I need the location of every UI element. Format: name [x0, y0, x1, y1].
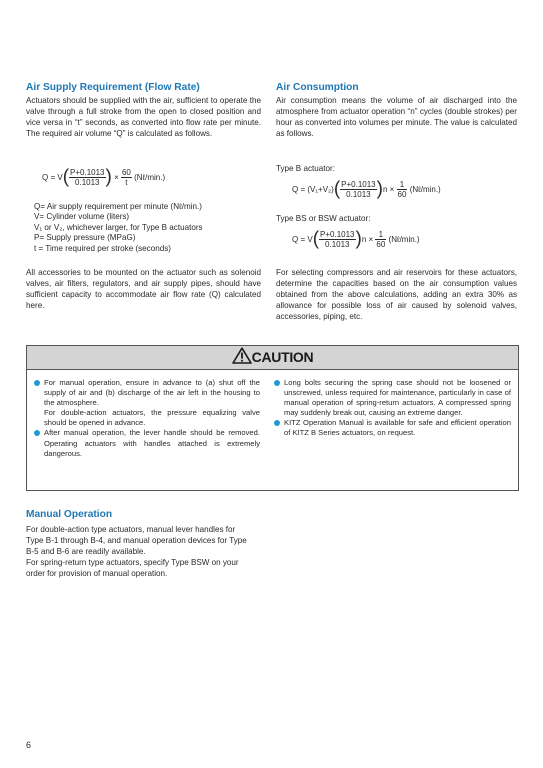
definition-t: t = Time required per stroke (seconds) [34, 243, 171, 253]
type-bs-formula: Q = V( $\frac{P+0.1013}{0.1013}$ )n × $\frac{1}{60}$ (Nℓ/min.) [292, 228, 420, 250]
formula-b-numerator: P+0.1013 [341, 180, 376, 189]
definitions-list [34, 202, 203, 254]
manual-operation-para-2: For spring-return type actuators, specify Type BSW on your order for provision of manual operation. [26, 557, 239, 578]
formula-b-lhs: Q = (V₁+V₂) [292, 185, 334, 194]
air-supply-intro: Actuators should be supplied with the air, sufficient to operate the valve through a full stroke from the open to closed position and vice versa in “t” seconds, as converted into flow rate per minute. The required air volume “Q” is calculated as follows. [26, 96, 261, 138]
formula-b-n: n × [382, 185, 395, 194]
caution-box [26, 345, 519, 491]
bullet-icon [34, 430, 40, 436]
caution-item-operation-manual: KITZ Operation Manual is available for safe and efficient operation of KITZ B Series actuators, on request. [274, 418, 511, 438]
caution-item-long-bolts: Long bolts securing the spring case should not be loosened or unscrewed, unless required for maintenance, particularly in case of manual operation of spring-return actuators. A compressed spring may suddenly break out, causing an extreme danger. [274, 378, 511, 418]
caution-item-lever-handle: After manual operation, the lever handle should be removed. Operating actuators with handles attached is extremely dangerous. [34, 428, 260, 458]
formula-denominator-2: t [125, 178, 128, 187]
selection-paragraph: For selecting compressors and air reservoirs for these actuators, determine the capacities based on the air consumption values obtained from the above calculations, adding an extra 30% as allowance for possible loss of air caused by solenoid valves, accessories, piping, etc. [276, 268, 517, 321]
page-number: 6 [26, 740, 32, 750]
formula-bs-numerator: P+0.1013 [320, 230, 355, 239]
air-supply-formula: Q = V( $\frac{P+0.1013}{0.1013}$ ) × $\frac{60}{t}$ (Nℓ/min.) [42, 166, 166, 188]
type-b-label: Type B actuator: [276, 164, 335, 173]
caution-left-column [34, 378, 260, 459]
formula-bs-lhs: Q = V [292, 235, 313, 244]
formula-numerator-2: 60 [121, 168, 131, 177]
formula-bs-n: n × [361, 235, 374, 244]
type-b-formula: Q = (V₁+V₂)( $\frac{P+0.1013}{0.1013}$ )n × $\frac{1}{60}$ (Nℓ/min.) [292, 178, 441, 200]
caution-right-column [274, 378, 511, 439]
definition-v: V= Cylinder volume (liters) [34, 212, 130, 222]
formula-b-denominator: 0.1013 [346, 190, 371, 199]
air-consumption-heading: Air Consumption [276, 82, 359, 93]
definition-v1v2: V₁ or V₂, whichever larger, for Type B actuators [34, 222, 203, 232]
caution-item-manual-operation: For manual operation, ensure in advance to (a) shut off the supply of air and (b) discharge of the air left in the housing to the atmosphere. [34, 378, 260, 408]
manual-operation-para-1: For double-action type actuators, manual lever handles for Type B-1 through B-4, and manual operation devices for Type B-5 and B-6 are readily available. [26, 525, 247, 556]
caution-item-double-action: For double-action actuators, the pressure equalizing valve should be opened in advance. [44, 408, 260, 428]
caution-title: CAUTION [251, 349, 314, 365]
formula-denominator: 0.1013 [75, 178, 100, 187]
formula-bs-numerator-2: 1 [375, 230, 386, 240]
formula-b-unit: (Nℓ/min.) [409, 185, 441, 194]
formula-b-numerator-2: 1 [397, 180, 408, 190]
definition-q: Q= Air supply requirement per minute (Nℓ/min.) [34, 202, 202, 211]
air-supply-heading: Air Supply Requirement (Flow Rate) [26, 82, 200, 93]
formula-b-denominator-2: 60 [397, 190, 407, 199]
manual-operation-body [26, 525, 251, 580]
bullet-icon [274, 380, 280, 386]
air-consumption-intro: Air consumption means the volume of air discharged into the atmosphere from actuator operation “n” cycles (double strokes) per hour as converted into volumes per minute. The value is calculated as follows. [276, 96, 517, 138]
type-bs-label: Type BS or BSW actuator: [276, 214, 371, 223]
accessories-paragraph: All accessories to be mounted on the actuator such as solenoid valves, air filters, regulators, and air supply pipes, should have sufficient capacity to accommodate air flow rate (Q) calculated here. [26, 268, 261, 310]
definition-p: P= Supply pressure (MPaG) [34, 233, 136, 243]
manual-operation-heading: Manual Operation [26, 509, 113, 520]
warning-triangle-icon [232, 347, 252, 364]
formula-unit: (Nℓ/min.) [134, 173, 166, 182]
formula-bs-denominator-2: 60 [376, 240, 386, 249]
formula-times: × [114, 173, 119, 182]
formula-bs-unit: (Nℓ/min.) [388, 235, 420, 244]
bullet-icon [274, 420, 280, 426]
bullet-icon [34, 380, 40, 386]
formula-numerator: P+0.1013 [70, 168, 105, 177]
formula-bs-denominator: 0.1013 [325, 240, 350, 249]
caution-header [27, 346, 518, 370]
formula-lhs: Q = V [42, 173, 63, 182]
